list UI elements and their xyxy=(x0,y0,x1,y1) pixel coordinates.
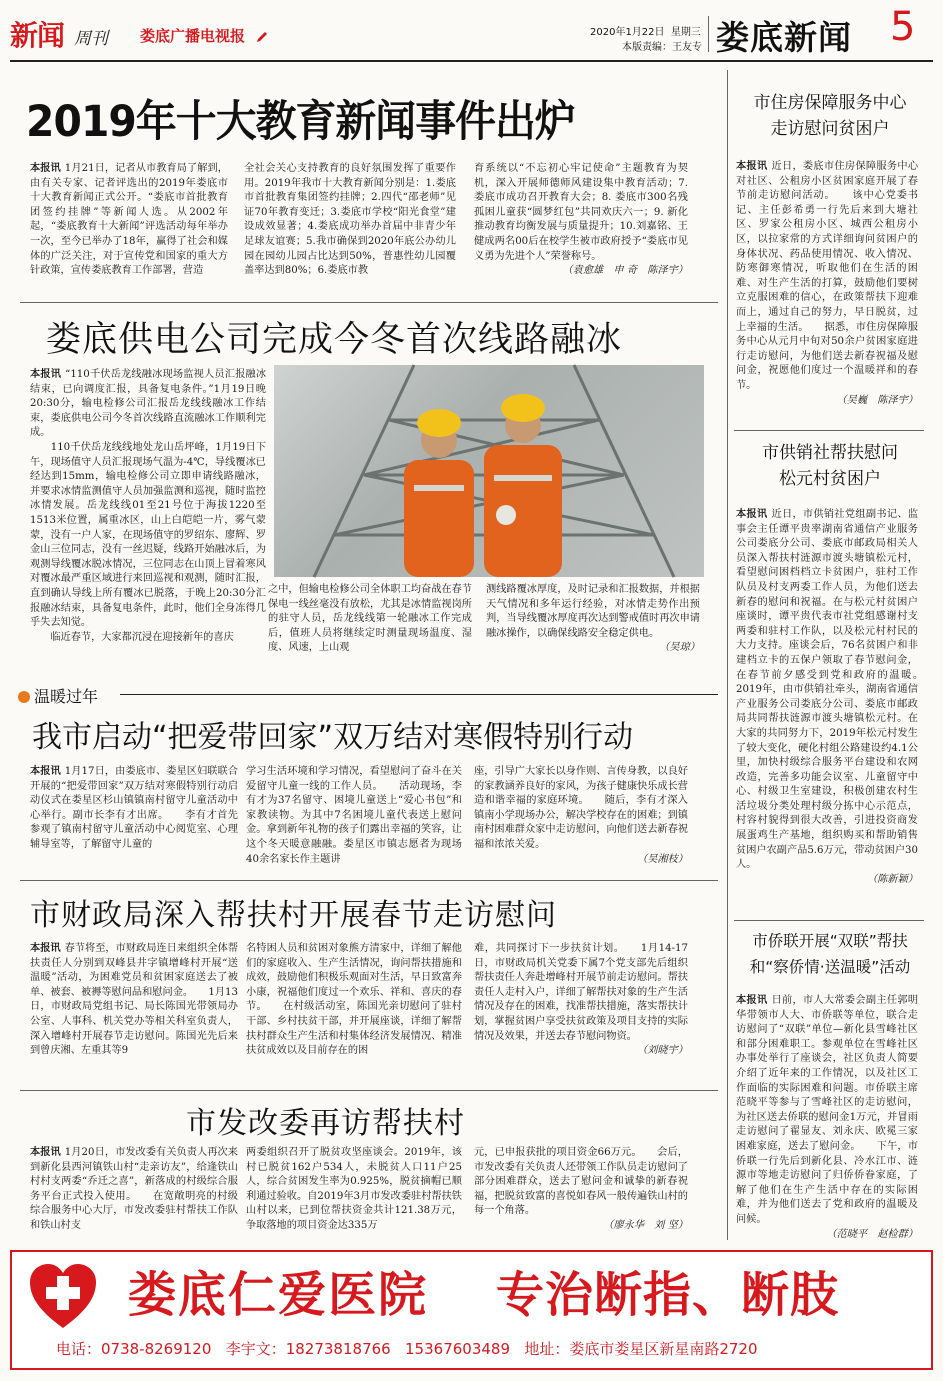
headline-education: 2019年十大教育新闻事件出炉 xyxy=(26,97,575,147)
warm-col-1-text: 1月17日，由娄底市、娄星区妇联联合开展的“把爱带回家”双万结对寒假特别行动启动仪式在娄星区杉山镇镇南村留守儿童活动中心举行。副市长李有才出席。 李有才首先参观了镇南村留守儿童活动中心阅览室、心理辅导室等，了解留守儿童的 xyxy=(30,766,238,850)
ad-banner xyxy=(10,1250,933,1370)
divider-2 xyxy=(120,694,718,695)
ad-hospital-name: 娄底仁爱医院 xyxy=(128,1267,429,1323)
education-col-1 xyxy=(30,162,228,294)
warm-col-3-text: 座，引导广大家长以身作则、言传身教，以良好的家教涵养良好的家风，为孩子健康快乐成长营造和谐幸福的家庭环境。 随后，李有才深入镇南小学现场办公，解决学校存在的困难；到镇南村困难群众家中走访慰问，向他们送去新春祝福和浓浓关爱。 xyxy=(474,766,688,850)
qiao-headline-l2: 和“察侨情·送温暖”活动 xyxy=(749,958,911,976)
sidebar-divider xyxy=(727,70,728,1240)
warm-col-2: 学习生活环境和学习情况，看望慰问了奋斗在关爱留守儿童一线的工作人员。 活动现场，李有才为37名留守、困境儿童送上“爱心书包”和家教读物。为其中7名困境儿童代表送上慰问金。拿到新年礼物的孩子们露出幸福的笑容，让这个冬天暖意融融。娄星区市镇志愿者为现场40余名家长作主题讲 xyxy=(246,766,462,865)
ad-slogan: 专治断指、断肢 xyxy=(496,1267,840,1323)
qiao-byline: 本报讯 xyxy=(736,995,768,1006)
dev-byline: 本报讯 xyxy=(30,1147,61,1158)
divider-1 xyxy=(20,302,718,303)
finance-col-2: 名特困人员和贫困对象熊方清家中，详细了解他们的家庭收入、生产生活情况，询问帮扶措施和成效，鼓励他们积极乐观面对生活，早日致富奔小康，祝福他们度过一个欢乐、祥和、喜庆的春节。 在村级活动室，陈国光亲切慰问了驻村干部、乡村扶贫干部，并开展座谈，详细了解帮扶村群众生产生活和村集体经济发展情况、精准扶贫成效以及目前存在的困 xyxy=(246,943,462,1057)
dev-col-2: 两委组织召开了脱贫攻坚座谈会。2019年，该村已脱贫162户534人，未脱贫人口11户25人，综合贫困发生率为0.925%，脱贫摘帽已顺利通过验收。自2019年3月市发改委驻村帮扶铁山村以来，已到位帮扶资金共计121.38万元，争取落地的项目资金达335万 xyxy=(246,1147,462,1231)
date-text: 2020年1月22日 xyxy=(590,27,665,38)
pencil-icon xyxy=(256,28,268,40)
power-p1: “110千伏岳龙线融冰现场监视人员汇报融冰结束，已向调度汇报，具备复电条件。”1月19日晚20:30分，输电检修公司汇报岳龙线线融冰工作结束，娄底供电公司今冬首次线路直流融冰工作顺利完成。 xyxy=(30,369,267,439)
brand-sub: 周刊 xyxy=(74,29,108,49)
headline-housing xyxy=(730,90,930,142)
power-p3: 临近春节，大家都沉浸在迎接新年的喜庆 xyxy=(50,631,234,643)
paper-name: 娄底广播电视报 xyxy=(140,27,246,45)
divider-3 xyxy=(20,880,718,881)
housing-byline: 本报讯 xyxy=(736,161,768,172)
brand-logo: 新闻 xyxy=(10,19,65,52)
qiao-headline-l1: 市侨联开展“双联”帮扶 xyxy=(752,932,908,950)
coop-byline: 本报讯 xyxy=(736,509,768,520)
warm-byline: 本报讯 xyxy=(30,766,61,777)
ad-phone-2: 李宇文：18273818766 xyxy=(225,1340,391,1358)
education-col-3 xyxy=(474,162,688,294)
education-signature: （袁愈雄 申 奇 陈泽宇） xyxy=(562,265,688,277)
ad-phone-3: 15367603489 xyxy=(405,1340,510,1358)
headline-qiao xyxy=(728,928,932,980)
dev-signature: （廖永华 刘 坚） xyxy=(603,1219,688,1231)
ad-contact xyxy=(56,1338,758,1359)
finance-col-1-text: 春节将至，市财政局连日来组织全体帮扶责任人分别到双峰县井字镇增峰村开展“送温暖”活动，为困难党员和贫困家庭送去了被单、被套、被褥等慰问品和慰问金。 1月13日，市财政局党组书记、局长陈国光带领局办公室、人事科、机关党办等相关科室负责人，深入增峰村开展春节走访慰问。陈国光先后来到曾庆湘、左重其等9 xyxy=(30,943,239,1057)
warm-col-1 xyxy=(30,765,238,877)
power-photo-illustration xyxy=(274,365,704,577)
masthead-rule xyxy=(10,60,933,62)
headline-warm: 我市启动“把爱带回家”双万结对寒假特别行动 xyxy=(32,720,634,755)
qiao-body xyxy=(736,994,918,1240)
ad-address: 地址：娄底市娄星区新星南路2720 xyxy=(524,1340,758,1358)
coop-body xyxy=(736,508,939,916)
masthead xyxy=(0,0,943,60)
qiao-body-text: 日前，市人大常委会副主任郭明华带领市人大、市侨联等单位，联合走访慰问了“双联”单位—新化县雪峰社区和部分困难职工。参观单位在雪峰社区办事处举行了座谈会，社区负责人简要介绍了近年来的工作情况，以及社区工作面临的实际困难和问题。市侨联主席范晓平等参与了雪峰社区的走访慰问，为社区送去侨联的慰问金1万元，并冒雨走访慰问了翟显友、刘永庆、欧冕三家困难家庭，送去了慰问金。 下午，市侨联一行先后到新化县、冷水江市、涟源市等地走访慰问了归侨侨眷家庭，了解了他们在生产生活中存在的实际困难，并为他们送去了党和政府的温暖及问候。 xyxy=(736,995,919,1225)
sidebar-rule-2 xyxy=(734,920,924,921)
section-label-warm xyxy=(18,684,98,707)
dev-col-3 xyxy=(474,1146,688,1238)
sidebar-rule-1 xyxy=(734,430,924,431)
headline-power: 娄底供电公司完成今冬首次线路融冰 xyxy=(46,320,623,360)
power-col-3 xyxy=(486,583,700,663)
housing-body xyxy=(736,160,918,422)
weekday-text: 星期三 xyxy=(670,27,701,38)
education-col-3-text: 育系统以“不忘初心牢记使命”主题教育为契机，深入开展师德师风建设集中教育活动；7. 娄底市成功召开教育大会；8. 娄底市300名残孤困儿童获“圆梦红包”共同欢庆六一；9. 新化推动教育均衡发展与质量提升；10.刘嘉铭、王健成两名00后在校学生被市政府授予“娄底市见义勇为先进个人”荣誉称号。 xyxy=(474,163,688,262)
page-number: 5 xyxy=(890,4,916,50)
headline-dev: 市发改委再访帮扶村 xyxy=(186,1106,465,1141)
coop-signature: （陈新颖） xyxy=(867,873,918,885)
power-col-2: 之中，但输电检修公司全体职工均奋战在春节保电一线丝毫没有放松，尤其是冰情监视岗所的驻守人员，岳龙线线第一轮融冰工作完成后，值班人员将继续定时测量现场温度、湿度、风速，上山观 xyxy=(268,584,472,654)
dev-col-1 xyxy=(30,1146,238,1238)
finance-col-3 xyxy=(474,942,688,1082)
finance-col-3-text: 难，共同探讨下一步扶贫计划。 1月14-17日，市财政局机关党委下属7个党支部先后组织帮扶责任人奔赴增峰村开展节前走访慰问。帮扶责任人走村入户，详细了解帮扶对象的生产生活情况及存在的困难，找准帮扶措施，落实帮扶计划，掌握贫困户享受扶贫政策及项目支持的实际情况及效果，并送去春节慰问物资。 xyxy=(474,943,688,1042)
housing-signature: （吴巍 陈泽宇） xyxy=(836,394,918,406)
power-p2: 110千伏岳龙线线地处龙山岳坪峰，1月19日下午，现场值守人员汇报现场气温为-4℃，导线覆冰已经达到15mm，输电检修公司立即申请线路融冰，并要求冰情监测值守人员加强监测和巡视，随时监控冰情发展。岳龙线线01至21号位于海拔1220至1513米位置，属重冰区，山上白皑皑一片，雾气蒙蒙，没有一户人家，在现场值守的罗绍东、廖辉、罗金山三位同志，没有一丝迟疑，线路开始融冰后，为观测导线覆冰脱冰情况，三位同志在山顶上冒着寒风对覆冰最严重区域进行来回巡视和观测，随时汇报，直到确认导线上所有覆冰已脱落，于晚上20:30分汇报融冰结束，具备复电条件，此时，他们全身冻得几乎失去知觉。 xyxy=(30,441,267,629)
dev-col-3-text: 元，已申报获批的项目资金66万元。 会后，市发改委有关负责人还带领工作队员走访慰问了部分困难群众，送去了慰问金和诚挚的新春祝福，把脱贫致富的喜悦如春风一般传遍铁山村的每一个角落。 xyxy=(474,1147,688,1217)
section-title: 娄底新闻 xyxy=(716,18,852,57)
education-col-2: 全社会关心支持教育的良好氛围发挥了重要作用。2019年我市十大教育新闻分别是：1.娄底市首批教育集团签约挂牌；2.四代“邵老师”见证70年教育变迁；3.娄底市学校“阳光食堂”建设成效显著；4.娄底成功举办首届中非青少年足球友谊赛；5.我市确保到2020年底公办幼儿园在园幼儿园占比达到50%，普惠性幼儿园覆盖率达到80%；6.娄底市教 xyxy=(244,163,456,277)
qiao-signature: （范晓平 赵检群） xyxy=(826,1228,918,1240)
housing-body-text: 近日，娄底市住房保障服务中心对社区、公租房小区贫困家庭开展了春节前走访慰问活动。 该中心党委书记、主任彭希勇一行先后来到大塘社区、罗家公租房小区、城西公租房小区，以拉家常的方式详细询问贫困户的身体状况、药品使用情况、收入情况、防寒御寒情况，听取他们在生活的困难、对生产生活的打算，鼓励他们要树立克服困难的信心，在政策帮扶下迎难而上，通过自己的努力，早日脱贫，过上幸福的生活。 据悉，市住房保障服务中心从元月中旬对50余户贫困家庭进行走访慰问，为他们送去新春祝福及慰问金，祝愿他们度过一个温暖祥和的春节。 xyxy=(736,161,919,391)
issue-date xyxy=(590,23,701,38)
power-col-3-text: 测线路覆冰厚度，及时记录和汇报数据，并根据天气情况和多年运行经验，对冰情走势作出预判，当导线覆冰厚度再次达到警戒值时再次申请融冰操作，以确保线路安全稳定供电。 xyxy=(486,584,700,639)
coop-headline-l1: 市供销社帮扶慰问 xyxy=(762,443,898,463)
dev-col-1-text: 1月20日，市发改委有关负责人再次来到新化县西河镇铁山村“走亲访友”，给逢铁山村村支两委“乔迁之喜”，新落成的村级综合服务平台正式投入使用。 在宽敞明亮的村级综合服务中心大厅，市发改委驻村帮扶工作队和铁山村支 xyxy=(30,1147,238,1231)
divider-4 xyxy=(20,1090,718,1091)
power-photo xyxy=(274,365,704,577)
education-byline: 本报讯 xyxy=(30,163,61,174)
power-signature: （吴琼） xyxy=(659,642,700,654)
warm-col-3 xyxy=(474,765,688,877)
hospital-logo-icon xyxy=(28,1262,98,1332)
headline-finance: 市财政局深入帮扶村开展春节走访慰问 xyxy=(30,898,557,933)
housing-headline-l1: 市住房保障服务中心 xyxy=(753,93,907,113)
coop-body-text: 近日，市供销社党组副书记、监事会主任谭平贵率湖南省通信产业服务公司娄底分公司、娄底市邮政局相关人员深入帮扶村涟源市渡头塘镇松元村，看望慰问困档档立卡贫困户，驻村工作队员及村支两委工作人员，为他们送去新春的慰问和祝福。在与松元村贫困户座谈时，谭平贵代表市社党组感谢村支两委和驻村工作队，以及松元村村民的大力支持。座谈会后，76名贫困户和非建档立卡的五保户领取了春节慰问金，在春节前夕感受到党和政府的温暖。 2019年，由市供销社牵头，湖南省通信产业服务公司娄底分公司、娄底市邮政局共同帮扶涟源市渡头塘镇松元村。在大家的共同努力下，2019年松元村发生了较大变化，硬化村组公路建设约4.1公里，加快村级综合服务平台建设和农网改造，完善多功能会议室、儿童留守中心、村级卫生室建设，积极创建农村生活垃圾分类处理村级分拣中心示范点，村容村貌得到很大改善，引进投资商发展蛋鸡生产基地，组织购买和帮助销售贫困户农副产品5.6万元，带动贫困户30人。 xyxy=(736,509,939,871)
headline-coop xyxy=(730,440,930,492)
power-byline: 本报讯 xyxy=(30,369,62,380)
coop-headline-l2: 松元村贫困户 xyxy=(779,469,881,489)
finance-signature: （刘晓宇） xyxy=(637,1045,688,1057)
education-col-1-text: 1月21日，记者从市教育局了解到，由有关专家、记者评选出的2019年娄底市十大教育新闻正式公开。“娄底市首批教育团签约挂牌”等新闻人选。从2002年起，“娄底教育十大新闻”评选活动每年举办一次，至今已举办了18年，赢得了社会和媒体的广泛关注，对于宣传党和国家的重大方针政策，宣传娄底教育工作部署，营造 xyxy=(30,163,228,277)
masthead-divider xyxy=(708,16,709,52)
warm-signature: （吴湘枝） xyxy=(637,853,688,865)
bullet-dot-icon xyxy=(18,691,30,703)
ad-phone-1: 电话：0738-8269120 xyxy=(56,1340,212,1358)
section-label-text: 温暖过年 xyxy=(34,687,99,706)
finance-byline: 本报讯 xyxy=(30,943,61,954)
worker-left xyxy=(404,409,474,577)
power-col-1 xyxy=(30,368,266,662)
finance-col-1 xyxy=(30,942,238,1082)
editor-text: 本版责编：王友专 xyxy=(622,42,702,53)
housing-headline-l2: 走访慰问贫困户 xyxy=(770,119,890,139)
